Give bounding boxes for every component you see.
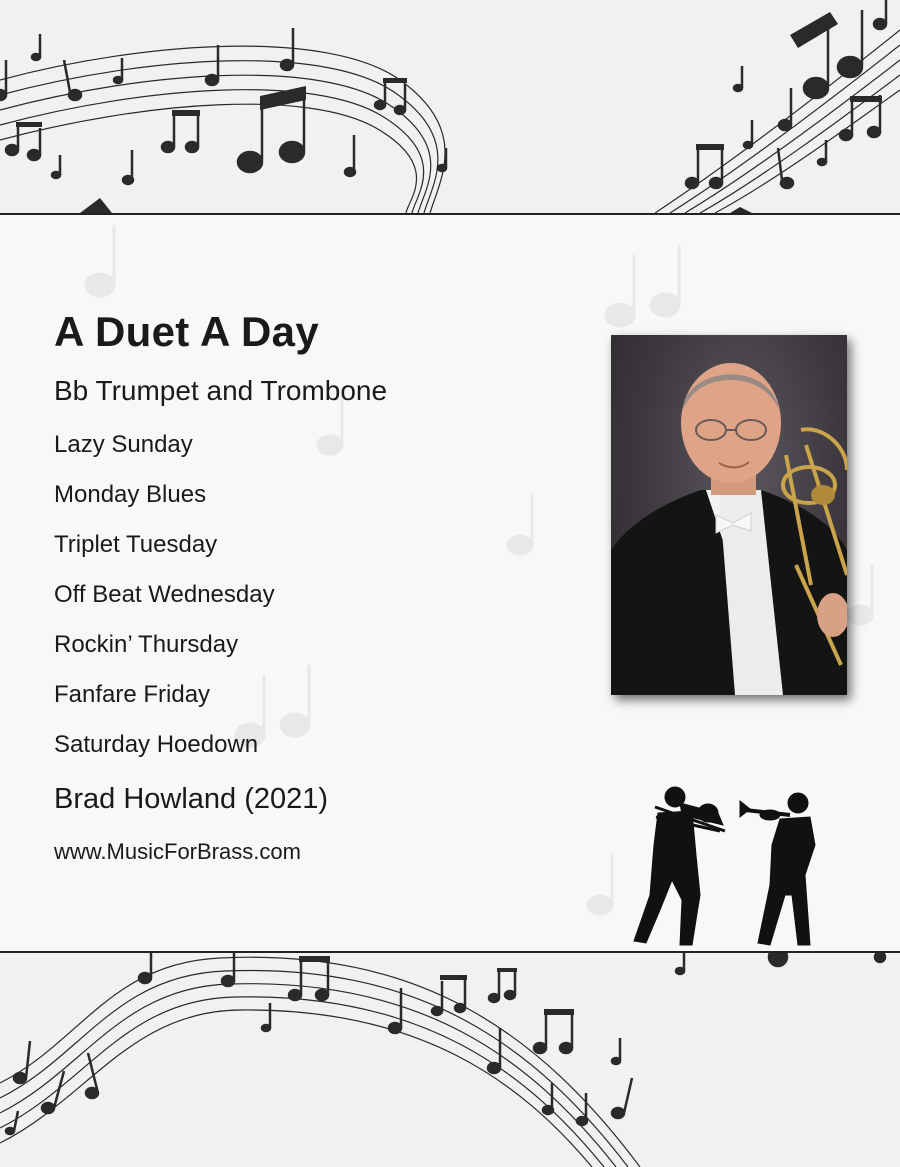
list-item: Saturday Hoedown <box>54 731 259 758</box>
portrait-with-trombone-icon <box>611 335 847 695</box>
top-music-band <box>0 0 900 215</box>
page-title: A Duet A Day <box>54 308 319 355</box>
piece-list <box>54 430 275 780</box>
list-item: Lazy Sunday <box>54 431 193 458</box>
list-item: Monday Blues <box>54 481 207 508</box>
instrumentation-subtitle: Bb Trumpet and Trombone <box>54 375 388 406</box>
list-item: Rockin’ Thursday <box>54 631 239 658</box>
list-item: Fanfare Friday <box>54 681 211 708</box>
list-item: Off Beat Wednesday <box>54 581 275 608</box>
content-area <box>0 215 900 951</box>
trombone-and-trumpet-players-icon <box>620 785 820 951</box>
music-staff-decoration-icon <box>0 0 900 213</box>
bottom-music-band <box>0 951 900 1167</box>
website-link[interactable]: www.MusicForBrass.com <box>54 839 301 864</box>
composer-photo <box>611 335 847 695</box>
list-item: Triplet Tuesday <box>54 531 218 558</box>
music-staff-decoration-icon <box>0 953 900 1167</box>
composer-credit: Brad Howland (2021) <box>54 783 329 815</box>
